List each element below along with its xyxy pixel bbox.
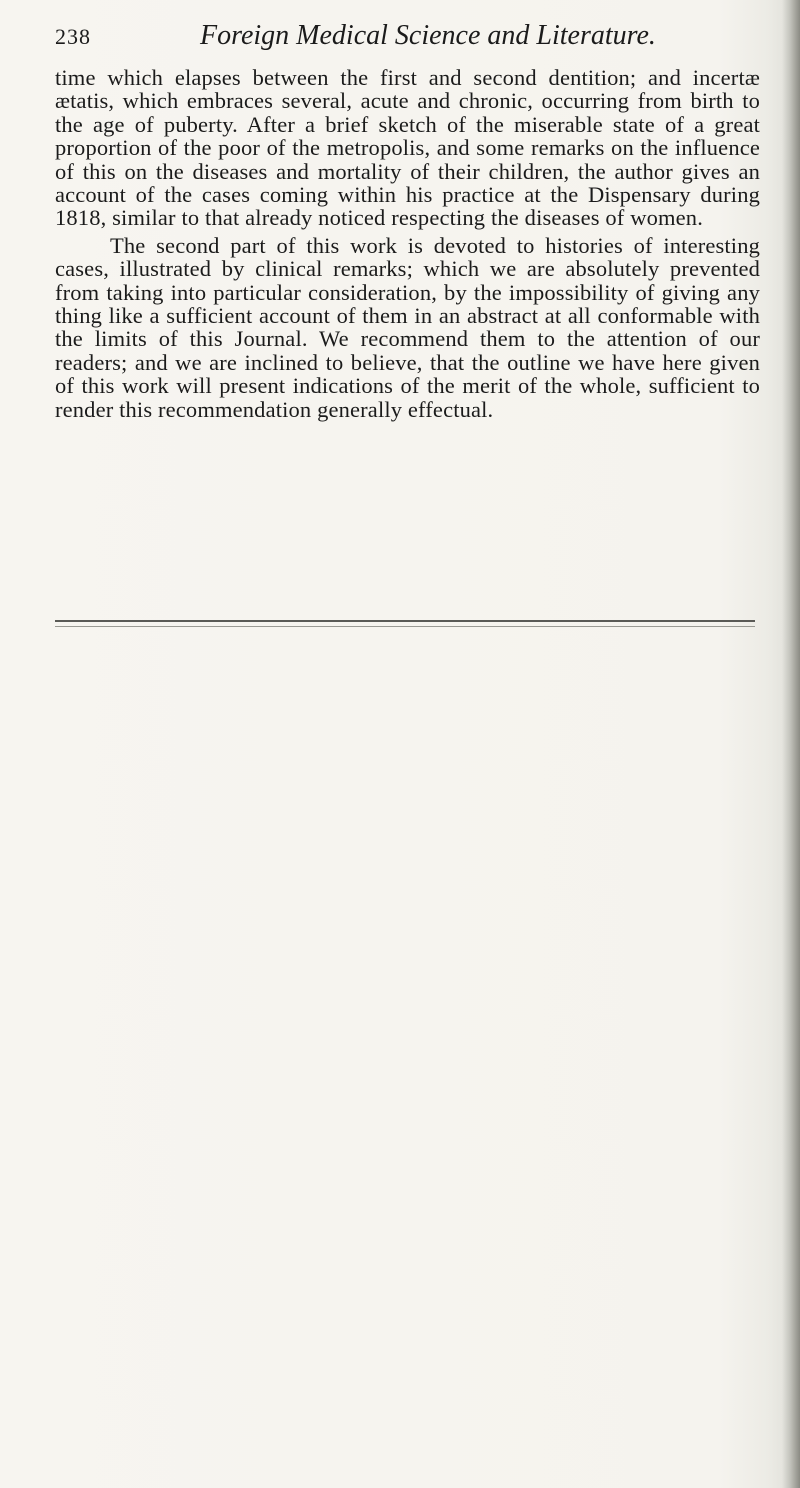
running-title: Foreign Medical Science and Literature. — [200, 20, 656, 51]
paragraph-1: time which elapses between the first and second dentition; and incertæ ætatis, which embraces several, acute and chronic, occurring from birth to the age of puberty. After a brief sketch of the miserable state of a great proportion of the poor of the metropolis, and some remarks on the influence of this on the diseases and mortality of their children, the author gives an account of the cases coming within his practice at the Dispensary during 1818, similar to that already noticed respecting the diseases of women. — [55, 65, 760, 231]
page-number: 238 — [55, 24, 91, 49]
section-divider-thin — [55, 626, 755, 627]
page-header — [55, 20, 755, 56]
paragraph-2: The second part of this work is devoted to histories of interesting cases, illustrated by clinical remarks; which we are absolutely prevented from taking into particular consideration, by the impossibility of giving any thing like a sufficient account of them in an abstract at all conformable with the limits of this Journal. We recommend them to the attention of our readers; and we are inclined to believe, that the outline we have here given of this work will present indications of the merit of the whole, sufficient to render this recommendation generally effectual. — [55, 232, 760, 422]
binding-shadow — [782, 0, 800, 1488]
section-divider — [55, 620, 755, 622]
body-text — [55, 66, 760, 421]
